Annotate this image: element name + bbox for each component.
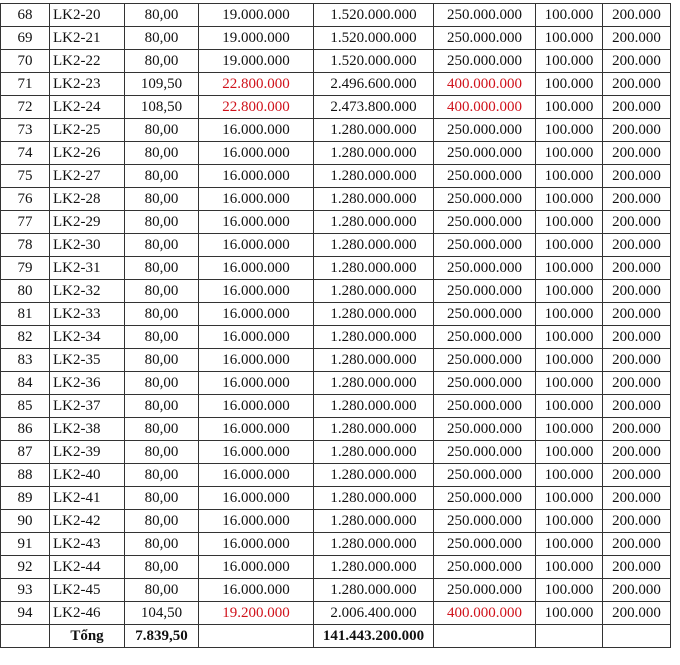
fee-cell: 100.000 <box>536 602 603 625</box>
fee-cell: 200.000 <box>603 119 671 142</box>
table-row <box>1 73 671 96</box>
deposit-cell: 250.000.000 <box>434 27 536 50</box>
row-number-cell: 85 <box>1 395 50 418</box>
total-price-cell: 1.280.000.000 <box>314 464 434 487</box>
total-blank-cell <box>199 625 314 648</box>
total-price-cell: 1.280.000.000 <box>314 280 434 303</box>
row-number-cell: 88 <box>1 464 50 487</box>
lot-code-cell: LK2-22 <box>50 50 125 73</box>
total-price-cell: 1.280.000.000 <box>314 165 434 188</box>
land-price-table <box>0 3 671 648</box>
area-cell: 80,00 <box>125 280 199 303</box>
lot-code-cell: LK2-45 <box>50 579 125 602</box>
fee-cell: 200.000 <box>603 27 671 50</box>
table-row <box>1 533 671 556</box>
total-price-cell: 1.280.000.000 <box>314 533 434 556</box>
deposit-cell: 250.000.000 <box>434 119 536 142</box>
lot-code-cell: LK2-35 <box>50 349 125 372</box>
row-number-cell: 81 <box>1 303 50 326</box>
total-price-cell: 2.006.400.000 <box>314 602 434 625</box>
table-row <box>1 234 671 257</box>
unit-price-cell: 22.800.000 <box>199 73 314 96</box>
table-row <box>1 372 671 395</box>
fee-cell: 200.000 <box>603 280 671 303</box>
deposit-cell: 250.000.000 <box>434 257 536 280</box>
deposit-cell: 250.000.000 <box>434 234 536 257</box>
row-number-cell: 91 <box>1 533 50 556</box>
unit-price-cell: 16.000.000 <box>199 234 314 257</box>
row-number-cell: 75 <box>1 165 50 188</box>
area-cell: 80,00 <box>125 4 199 27</box>
area-cell: 80,00 <box>125 464 199 487</box>
unit-price-cell: 16.000.000 <box>199 142 314 165</box>
unit-price-cell: 16.000.000 <box>199 188 314 211</box>
unit-price-cell: 16.000.000 <box>199 556 314 579</box>
fee-cell: 200.000 <box>603 165 671 188</box>
lot-code-cell: LK2-33 <box>50 303 125 326</box>
row-number-cell: 74 <box>1 142 50 165</box>
area-cell: 80,00 <box>125 349 199 372</box>
area-cell: 80,00 <box>125 188 199 211</box>
area-cell: 80,00 <box>125 533 199 556</box>
unit-price-cell: 16.000.000 <box>199 487 314 510</box>
lot-code-cell: LK2-29 <box>50 211 125 234</box>
fee-cell: 100.000 <box>536 487 603 510</box>
unit-price-cell: 16.000.000 <box>199 418 314 441</box>
lot-code-cell: LK2-34 <box>50 326 125 349</box>
fee-cell: 100.000 <box>536 50 603 73</box>
lot-code-cell: LK2-23 <box>50 73 125 96</box>
fee-cell: 200.000 <box>603 211 671 234</box>
table-row <box>1 303 671 326</box>
deposit-cell: 400.000.000 <box>434 73 536 96</box>
fee-cell: 200.000 <box>603 257 671 280</box>
deposit-cell: 250.000.000 <box>434 441 536 464</box>
lot-code-cell: LK2-27 <box>50 165 125 188</box>
fee-cell: 100.000 <box>536 395 603 418</box>
row-number-cell: 94 <box>1 602 50 625</box>
deposit-cell: 400.000.000 <box>434 96 536 119</box>
fee-cell: 100.000 <box>536 303 603 326</box>
total-price-cell: 1.280.000.000 <box>314 303 434 326</box>
area-cell: 80,00 <box>125 211 199 234</box>
unit-price-cell: 19.000.000 <box>199 50 314 73</box>
lot-code-cell: LK2-41 <box>50 487 125 510</box>
fee-cell: 200.000 <box>603 303 671 326</box>
area-cell: 80,00 <box>125 487 199 510</box>
area-cell: 80,00 <box>125 326 199 349</box>
deposit-cell: 250.000.000 <box>434 372 536 395</box>
deposit-cell: 250.000.000 <box>434 533 536 556</box>
table-row <box>1 142 671 165</box>
area-cell: 80,00 <box>125 303 199 326</box>
unit-price-cell: 19.000.000 <box>199 4 314 27</box>
area-cell: 80,00 <box>125 372 199 395</box>
lot-code-cell: LK2-21 <box>50 27 125 50</box>
fee-cell: 100.000 <box>536 27 603 50</box>
table-body <box>1 4 671 625</box>
fee-cell: 200.000 <box>603 50 671 73</box>
unit-price-cell: 16.000.000 <box>199 533 314 556</box>
fee-cell: 100.000 <box>536 119 603 142</box>
lot-code-cell: LK2-40 <box>50 464 125 487</box>
table-row <box>1 395 671 418</box>
area-cell: 104,50 <box>125 602 199 625</box>
total-price-cell: 1.280.000.000 <box>314 326 434 349</box>
fee-cell: 100.000 <box>536 579 603 602</box>
unit-price-cell: 16.000.000 <box>199 257 314 280</box>
row-number-cell: 93 <box>1 579 50 602</box>
fee-cell: 100.000 <box>536 280 603 303</box>
unit-price-cell: 16.000.000 <box>199 510 314 533</box>
area-cell: 109,50 <box>125 73 199 96</box>
area-cell: 80,00 <box>125 510 199 533</box>
lot-code-cell: LK2-36 <box>50 372 125 395</box>
lot-code-cell: LK2-37 <box>50 395 125 418</box>
total-price-cell: 1.280.000.000 <box>314 418 434 441</box>
deposit-cell: 250.000.000 <box>434 4 536 27</box>
table-row <box>1 418 671 441</box>
row-number-cell: 68 <box>1 4 50 27</box>
total-price-cell: 1.280.000.000 <box>314 257 434 280</box>
area-cell: 80,00 <box>125 257 199 280</box>
row-number-cell: 87 <box>1 441 50 464</box>
total-price-cell: 1.280.000.000 <box>314 211 434 234</box>
unit-price-cell: 16.000.000 <box>199 165 314 188</box>
total-price-cell: 1.520.000.000 <box>314 27 434 50</box>
fee-cell: 200.000 <box>603 188 671 211</box>
fee-cell: 200.000 <box>603 487 671 510</box>
deposit-cell: 250.000.000 <box>434 418 536 441</box>
area-cell: 80,00 <box>125 142 199 165</box>
total-price-cell: 1.280.000.000 <box>314 441 434 464</box>
fee-cell: 200.000 <box>603 395 671 418</box>
total-row <box>1 625 671 648</box>
deposit-cell: 250.000.000 <box>434 326 536 349</box>
table-row <box>1 579 671 602</box>
deposit-cell: 250.000.000 <box>434 349 536 372</box>
area-cell: 80,00 <box>125 27 199 50</box>
total-price-cell: 1.280.000.000 <box>314 579 434 602</box>
table-row <box>1 96 671 119</box>
row-number-cell: 72 <box>1 96 50 119</box>
deposit-cell: 250.000.000 <box>434 142 536 165</box>
fee-cell: 200.000 <box>603 510 671 533</box>
total-blank-cell <box>1 625 50 648</box>
lot-code-cell: LK2-43 <box>50 533 125 556</box>
fee-cell: 200.000 <box>603 73 671 96</box>
area-cell: 108,50 <box>125 96 199 119</box>
table-row <box>1 487 671 510</box>
deposit-cell: 250.000.000 <box>434 487 536 510</box>
unit-price-cell: 16.000.000 <box>199 280 314 303</box>
unit-price-cell: 16.000.000 <box>199 349 314 372</box>
table-row <box>1 50 671 73</box>
deposit-cell: 400.000.000 <box>434 602 536 625</box>
lot-code-cell: LK2-39 <box>50 441 125 464</box>
fee-cell: 100.000 <box>536 188 603 211</box>
fee-cell: 200.000 <box>603 418 671 441</box>
fee-cell: 200.000 <box>603 579 671 602</box>
fee-cell: 100.000 <box>536 4 603 27</box>
total-price-cell: 1.280.000.000 <box>314 234 434 257</box>
unit-price-cell: 16.000.000 <box>199 326 314 349</box>
unit-price-cell: 22.800.000 <box>199 96 314 119</box>
row-number-cell: 82 <box>1 326 50 349</box>
table-row <box>1 510 671 533</box>
total-price-cell: 1.280.000.000 <box>314 119 434 142</box>
row-number-cell: 70 <box>1 50 50 73</box>
total-price-cell: 1.280.000.000 <box>314 372 434 395</box>
fee-cell: 200.000 <box>603 96 671 119</box>
deposit-cell: 250.000.000 <box>434 165 536 188</box>
deposit-cell: 250.000.000 <box>434 280 536 303</box>
deposit-cell: 250.000.000 <box>434 510 536 533</box>
deposit-cell: 250.000.000 <box>434 464 536 487</box>
fee-cell: 200.000 <box>603 464 671 487</box>
unit-price-cell: 16.000.000 <box>199 303 314 326</box>
fee-cell: 100.000 <box>536 96 603 119</box>
row-number-cell: 78 <box>1 234 50 257</box>
table-row <box>1 188 671 211</box>
fee-cell: 200.000 <box>603 372 671 395</box>
table-row <box>1 326 671 349</box>
unit-price-cell: 16.000.000 <box>199 119 314 142</box>
table-row <box>1 4 671 27</box>
total-area: 7.839,50 <box>125 625 199 648</box>
area-cell: 80,00 <box>125 234 199 257</box>
lot-code-cell: LK2-31 <box>50 257 125 280</box>
area-cell: 80,00 <box>125 119 199 142</box>
table-row <box>1 441 671 464</box>
fee-cell: 200.000 <box>603 533 671 556</box>
table-row <box>1 556 671 579</box>
row-number-cell: 71 <box>1 73 50 96</box>
row-number-cell: 80 <box>1 280 50 303</box>
fee-cell: 100.000 <box>536 257 603 280</box>
lot-code-cell: LK2-44 <box>50 556 125 579</box>
total-price-cell: 2.496.600.000 <box>314 73 434 96</box>
row-number-cell: 84 <box>1 372 50 395</box>
fee-cell: 200.000 <box>603 602 671 625</box>
deposit-cell: 250.000.000 <box>434 303 536 326</box>
area-cell: 80,00 <box>125 418 199 441</box>
fee-cell: 100.000 <box>536 372 603 395</box>
deposit-cell: 250.000.000 <box>434 395 536 418</box>
row-number-cell: 83 <box>1 349 50 372</box>
fee-cell: 100.000 <box>536 556 603 579</box>
total-price-cell: 1.520.000.000 <box>314 50 434 73</box>
lot-code-cell: LK2-46 <box>50 602 125 625</box>
table-row <box>1 280 671 303</box>
lot-code-cell: LK2-28 <box>50 188 125 211</box>
unit-price-cell: 19.000.000 <box>199 27 314 50</box>
fee-cell: 200.000 <box>603 234 671 257</box>
area-cell: 80,00 <box>125 50 199 73</box>
row-number-cell: 73 <box>1 119 50 142</box>
fee-cell: 100.000 <box>536 441 603 464</box>
table-row <box>1 257 671 280</box>
total-price-cell: 2.473.800.000 <box>314 96 434 119</box>
table-row <box>1 27 671 50</box>
unit-price-cell: 16.000.000 <box>199 464 314 487</box>
total-blank-cell <box>434 625 536 648</box>
unit-price-cell: 16.000.000 <box>199 211 314 234</box>
table-row <box>1 349 671 372</box>
lot-code-cell: LK2-20 <box>50 4 125 27</box>
total-price-cell: 1.280.000.000 <box>314 142 434 165</box>
total-amount: 141.443.200.000 <box>314 625 434 648</box>
fee-cell: 200.000 <box>603 349 671 372</box>
lot-code-cell: LK2-26 <box>50 142 125 165</box>
fee-cell: 200.000 <box>603 441 671 464</box>
fee-cell: 100.000 <box>536 165 603 188</box>
deposit-cell: 250.000.000 <box>434 579 536 602</box>
deposit-cell: 250.000.000 <box>434 50 536 73</box>
row-number-cell: 76 <box>1 188 50 211</box>
unit-price-cell: 16.000.000 <box>199 395 314 418</box>
table-row <box>1 602 671 625</box>
row-number-cell: 89 <box>1 487 50 510</box>
table-row <box>1 165 671 188</box>
lot-code-cell: LK2-32 <box>50 280 125 303</box>
total-blank-cell <box>603 625 671 648</box>
fee-cell: 100.000 <box>536 510 603 533</box>
area-cell: 80,00 <box>125 556 199 579</box>
total-price-cell: 1.280.000.000 <box>314 395 434 418</box>
table-row <box>1 119 671 142</box>
deposit-cell: 250.000.000 <box>434 188 536 211</box>
unit-price-cell: 19.200.000 <box>199 602 314 625</box>
total-blank-cell <box>536 625 603 648</box>
fee-cell: 100.000 <box>536 211 603 234</box>
row-number-cell: 90 <box>1 510 50 533</box>
total-price-cell: 1.280.000.000 <box>314 556 434 579</box>
lot-code-cell: LK2-25 <box>50 119 125 142</box>
unit-price-cell: 16.000.000 <box>199 579 314 602</box>
table-row <box>1 211 671 234</box>
total-price-cell: 1.520.000.000 <box>314 4 434 27</box>
row-number-cell: 92 <box>1 556 50 579</box>
fee-cell: 100.000 <box>536 326 603 349</box>
fee-cell: 200.000 <box>603 142 671 165</box>
fee-cell: 100.000 <box>536 418 603 441</box>
row-number-cell: 77 <box>1 211 50 234</box>
unit-price-cell: 16.000.000 <box>199 441 314 464</box>
deposit-cell: 250.000.000 <box>434 211 536 234</box>
total-price-cell: 1.280.000.000 <box>314 487 434 510</box>
total-price-cell: 1.280.000.000 <box>314 349 434 372</box>
fee-cell: 200.000 <box>603 4 671 27</box>
area-cell: 80,00 <box>125 165 199 188</box>
row-number-cell: 69 <box>1 27 50 50</box>
area-cell: 80,00 <box>125 579 199 602</box>
lot-code-cell: LK2-24 <box>50 96 125 119</box>
total-price-cell: 1.280.000.000 <box>314 510 434 533</box>
fee-cell: 100.000 <box>536 142 603 165</box>
deposit-cell: 250.000.000 <box>434 556 536 579</box>
fee-cell: 100.000 <box>536 464 603 487</box>
fee-cell: 200.000 <box>603 556 671 579</box>
unit-price-cell: 16.000.000 <box>199 372 314 395</box>
row-number-cell: 86 <box>1 418 50 441</box>
fee-cell: 200.000 <box>603 326 671 349</box>
lot-code-cell: LK2-42 <box>50 510 125 533</box>
lot-code-cell: LK2-30 <box>50 234 125 257</box>
fee-cell: 100.000 <box>536 73 603 96</box>
total-label: Tổng <box>50 625 125 648</box>
fee-cell: 100.000 <box>536 349 603 372</box>
total-price-cell: 1.280.000.000 <box>314 188 434 211</box>
area-cell: 80,00 <box>125 441 199 464</box>
table-row <box>1 464 671 487</box>
fee-cell: 100.000 <box>536 533 603 556</box>
area-cell: 80,00 <box>125 395 199 418</box>
row-number-cell: 79 <box>1 257 50 280</box>
fee-cell: 100.000 <box>536 234 603 257</box>
lot-code-cell: LK2-38 <box>50 418 125 441</box>
